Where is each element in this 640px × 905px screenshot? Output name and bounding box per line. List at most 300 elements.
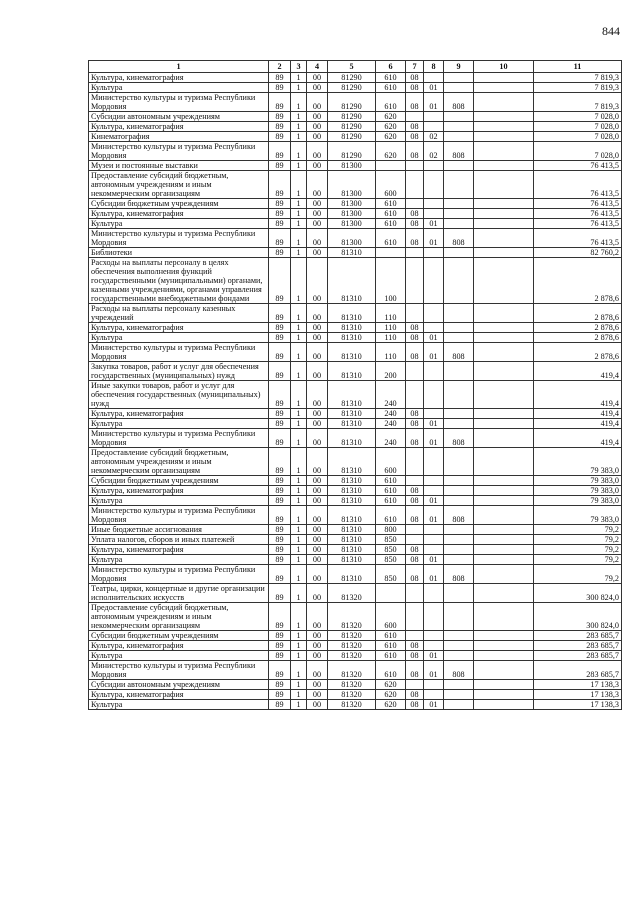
row-amount: 7 819,3	[534, 83, 622, 93]
row-amount: 7 028,0	[534, 112, 622, 122]
row-amount: 76 413,5	[534, 229, 622, 248]
row-code-cell: 81290	[328, 83, 376, 93]
row-code-cell: 89	[269, 690, 291, 700]
row-code-cell: 08	[406, 142, 424, 161]
row-code-cell	[424, 525, 444, 535]
row-code-cell: 1	[291, 603, 307, 631]
row-code-cell	[424, 603, 444, 631]
row-code-cell: 00	[307, 690, 328, 700]
row-code-cell: 1	[291, 496, 307, 506]
row-code-cell: 808	[444, 229, 474, 248]
row-code-cell: 08	[406, 661, 424, 680]
row-code-cell: 610	[376, 219, 406, 229]
row-code-cell	[474, 680, 534, 690]
table-row	[89, 631, 622, 641]
row-code-cell: 100	[376, 258, 406, 304]
row-code-cell	[474, 661, 534, 680]
row-code-cell: 808	[444, 93, 474, 112]
row-code-cell	[424, 258, 444, 304]
row-code-cell	[444, 525, 474, 535]
row-description: Культура	[89, 83, 269, 93]
row-code-cell: 08	[406, 690, 424, 700]
row-code-cell: 08	[406, 122, 424, 132]
row-code-cell: 08	[406, 229, 424, 248]
row-code-cell: 89	[269, 142, 291, 161]
row-description: Иные бюджетные ассигнования	[89, 525, 269, 535]
row-code-cell: 1	[291, 409, 307, 419]
row-code-cell: 620	[376, 690, 406, 700]
row-code-cell	[474, 122, 534, 132]
row-code-cell	[474, 476, 534, 486]
row-amount: 300 824,0	[534, 584, 622, 603]
row-description: Культура, кинематография	[89, 409, 269, 419]
row-code-cell	[376, 248, 406, 258]
row-amount: 419,4	[534, 429, 622, 448]
row-code-cell: 01	[424, 496, 444, 506]
row-code-cell: 1	[291, 229, 307, 248]
row-code-cell	[444, 631, 474, 641]
row-description: Министерство культуры и туризма Республики Мордовия	[89, 506, 269, 525]
row-amount: 7 028,0	[534, 142, 622, 161]
table-row	[89, 219, 622, 229]
row-code-cell: 00	[307, 142, 328, 161]
row-code-cell	[474, 555, 534, 565]
row-amount: 283 685,7	[534, 651, 622, 661]
row-code-cell: 1	[291, 476, 307, 486]
row-code-cell: 610	[376, 83, 406, 93]
row-code-cell: 08	[406, 409, 424, 419]
row-code-cell	[424, 631, 444, 641]
row-code-cell: 00	[307, 651, 328, 661]
row-description: Расходы на выплаты персоналу казенных учреждений	[89, 304, 269, 323]
row-code-cell: 89	[269, 661, 291, 680]
row-code-cell	[424, 535, 444, 545]
row-code-cell: 81310	[328, 525, 376, 535]
row-code-cell: 81300	[328, 209, 376, 219]
row-code-cell: 1	[291, 343, 307, 362]
row-description: Культура	[89, 333, 269, 343]
row-code-cell: 89	[269, 476, 291, 486]
row-amount: 76 413,5	[534, 199, 622, 209]
header-cell: 9	[444, 61, 474, 73]
row-amount: 79 383,0	[534, 506, 622, 525]
row-code-cell: 08	[406, 486, 424, 496]
table-row	[89, 661, 622, 680]
row-code-cell	[474, 535, 534, 545]
row-code-cell: 00	[307, 555, 328, 565]
row-amount: 2 878,6	[534, 333, 622, 343]
row-code-cell: 00	[307, 476, 328, 486]
row-amount: 79 383,0	[534, 476, 622, 486]
row-code-cell: 81320	[328, 651, 376, 661]
row-code-cell	[406, 199, 424, 209]
table-row	[89, 161, 622, 171]
row-code-cell: 1	[291, 323, 307, 333]
row-code-cell	[406, 603, 424, 631]
header-cell: 2	[269, 61, 291, 73]
row-code-cell	[474, 73, 534, 83]
row-code-cell: 808	[444, 343, 474, 362]
row-code-cell: 81320	[328, 700, 376, 710]
row-code-cell: 01	[424, 93, 444, 112]
table-row	[89, 199, 622, 209]
row-code-cell: 240	[376, 381, 406, 409]
row-code-cell	[424, 690, 444, 700]
table-row	[89, 229, 622, 248]
row-code-cell: 89	[269, 362, 291, 381]
row-code-cell: 00	[307, 199, 328, 209]
row-code-cell: 00	[307, 700, 328, 710]
row-code-cell: 89	[269, 248, 291, 258]
row-code-cell: 1	[291, 122, 307, 132]
row-code-cell: 89	[269, 419, 291, 429]
header-cell: 5	[328, 61, 376, 73]
row-code-cell	[424, 680, 444, 690]
table-row	[89, 584, 622, 603]
row-code-cell: 08	[406, 700, 424, 710]
row-code-cell: 1	[291, 651, 307, 661]
row-code-cell	[376, 584, 406, 603]
row-description: Культура, кинематография	[89, 323, 269, 333]
row-code-cell: 89	[269, 381, 291, 409]
row-code-cell: 89	[269, 631, 291, 641]
table-row	[89, 429, 622, 448]
row-code-cell: 00	[307, 680, 328, 690]
row-code-cell: 620	[376, 700, 406, 710]
row-code-cell	[474, 486, 534, 496]
row-code-cell: 110	[376, 323, 406, 333]
row-code-cell: 00	[307, 219, 328, 229]
row-code-cell: 610	[376, 631, 406, 641]
table-row	[89, 258, 622, 304]
row-amount: 419,4	[534, 362, 622, 381]
row-code-cell	[474, 381, 534, 409]
row-code-cell	[444, 603, 474, 631]
row-code-cell	[424, 486, 444, 496]
row-code-cell: 240	[376, 429, 406, 448]
row-code-cell: 00	[307, 486, 328, 496]
row-code-cell: 81310	[328, 476, 376, 486]
row-code-cell: 89	[269, 525, 291, 535]
table-row	[89, 132, 622, 142]
row-code-cell: 81300	[328, 161, 376, 171]
row-code-cell: 81320	[328, 661, 376, 680]
row-code-cell: 1	[291, 258, 307, 304]
row-amount: 17 138,3	[534, 690, 622, 700]
row-description: Культура	[89, 496, 269, 506]
header-cell: 8	[424, 61, 444, 73]
row-code-cell	[474, 545, 534, 555]
row-code-cell	[474, 641, 534, 651]
row-code-cell: 00	[307, 381, 328, 409]
row-code-cell	[424, 112, 444, 122]
row-code-cell: 08	[406, 496, 424, 506]
row-code-cell: 850	[376, 565, 406, 584]
row-code-cell: 81300	[328, 229, 376, 248]
row-code-cell: 1	[291, 565, 307, 584]
row-code-cell: 1	[291, 362, 307, 381]
row-code-cell	[474, 690, 534, 700]
row-code-cell: 89	[269, 258, 291, 304]
row-description: Библиотеки	[89, 248, 269, 258]
row-code-cell: 81310	[328, 506, 376, 525]
table-row	[89, 343, 622, 362]
row-code-cell	[444, 680, 474, 690]
row-code-cell: 00	[307, 333, 328, 343]
row-code-cell: 00	[307, 409, 328, 419]
row-code-cell	[406, 381, 424, 409]
row-code-cell: 81320	[328, 690, 376, 700]
row-code-cell: 00	[307, 304, 328, 323]
row-code-cell: 81310	[328, 419, 376, 429]
row-code-cell: 800	[376, 525, 406, 535]
row-amount: 79,2	[534, 535, 622, 545]
row-amount: 7 028,0	[534, 132, 622, 142]
row-code-cell	[424, 362, 444, 381]
row-amount: 76 413,5	[534, 171, 622, 199]
row-code-cell	[444, 381, 474, 409]
row-code-cell: 00	[307, 73, 328, 83]
row-code-cell: 00	[307, 112, 328, 122]
row-code-cell: 89	[269, 209, 291, 219]
row-description: Министерство культуры и туризма Республики Мордовия	[89, 661, 269, 680]
row-code-cell: 01	[424, 700, 444, 710]
row-code-cell: 89	[269, 333, 291, 343]
row-code-cell	[474, 409, 534, 419]
row-code-cell: 1	[291, 333, 307, 343]
header-cell: 3	[291, 61, 307, 73]
row-code-cell: 89	[269, 93, 291, 112]
row-description: Культура, кинематография	[89, 122, 269, 132]
row-code-cell: 01	[424, 506, 444, 525]
row-amount: 79 383,0	[534, 448, 622, 476]
table-row	[89, 690, 622, 700]
row-code-cell: 89	[269, 700, 291, 710]
table-row	[89, 73, 622, 83]
row-code-cell: 00	[307, 362, 328, 381]
row-code-cell	[444, 486, 474, 496]
row-description: Культура, кинематография	[89, 545, 269, 555]
row-code-cell: 00	[307, 631, 328, 641]
row-code-cell: 610	[376, 209, 406, 219]
row-code-cell	[444, 545, 474, 555]
row-code-cell: 89	[269, 584, 291, 603]
row-description: Культура, кинематография	[89, 690, 269, 700]
row-code-cell: 81310	[328, 362, 376, 381]
row-code-cell	[406, 525, 424, 535]
row-code-cell: 1	[291, 209, 307, 219]
row-code-cell: 81310	[328, 555, 376, 565]
row-code-cell	[444, 112, 474, 122]
row-code-cell	[444, 555, 474, 565]
table-row	[89, 419, 622, 429]
table-row	[89, 448, 622, 476]
table-row	[89, 304, 622, 323]
row-description: Закупка товаров, работ и услуг для обеспечения государственных (муниципальных) нужд	[89, 362, 269, 381]
row-code-cell: 89	[269, 161, 291, 171]
budget-table	[88, 60, 622, 710]
row-description: Культура	[89, 555, 269, 565]
row-code-cell: 08	[406, 506, 424, 525]
row-code-cell	[474, 419, 534, 429]
row-code-cell: 00	[307, 448, 328, 476]
row-code-cell: 610	[376, 229, 406, 248]
row-description: Предоставление субсидий бюджетным, автономным учреждениям и иным некоммерческим организациям	[89, 171, 269, 199]
row-code-cell: 610	[376, 93, 406, 112]
row-code-cell: 610	[376, 199, 406, 209]
row-code-cell: 850	[376, 535, 406, 545]
row-code-cell	[444, 161, 474, 171]
row-code-cell: 89	[269, 555, 291, 565]
row-code-cell: 81320	[328, 641, 376, 651]
row-code-cell: 610	[376, 641, 406, 651]
row-amount: 283 685,7	[534, 631, 622, 641]
table-row	[89, 409, 622, 419]
table-row	[89, 333, 622, 343]
table-row	[89, 323, 622, 333]
row-code-cell	[444, 651, 474, 661]
table-row	[89, 83, 622, 93]
row-code-cell: 1	[291, 545, 307, 555]
table-row	[89, 171, 622, 199]
row-code-cell: 08	[406, 343, 424, 362]
row-description: Музеи и постоянные выставки	[89, 161, 269, 171]
row-code-cell	[444, 419, 474, 429]
row-code-cell: 200	[376, 362, 406, 381]
row-description: Субсидии автономным учреждениям	[89, 680, 269, 690]
row-code-cell	[474, 343, 534, 362]
table-header-row	[89, 61, 622, 73]
row-description: Культура	[89, 219, 269, 229]
row-code-cell: 610	[376, 651, 406, 661]
header-cell: 4	[307, 61, 328, 73]
row-code-cell: 620	[376, 142, 406, 161]
table-row	[89, 496, 622, 506]
row-amount: 2 878,6	[534, 304, 622, 323]
row-code-cell	[444, 496, 474, 506]
row-code-cell: 89	[269, 565, 291, 584]
row-amount: 7 819,3	[534, 73, 622, 83]
row-code-cell: 600	[376, 603, 406, 631]
row-code-cell	[424, 545, 444, 555]
row-code-cell: 89	[269, 73, 291, 83]
row-code-cell	[424, 161, 444, 171]
row-description: Расходы на выплаты персоналу в целях обеспечения выполнения функций государственными (муниципальными) органами, казенными учреждениями, органами управления государственными внебюджетными фондами	[89, 258, 269, 304]
row-code-cell: 1	[291, 700, 307, 710]
row-description: Субсидии бюджетным учреждениям	[89, 476, 269, 486]
row-code-cell: 01	[424, 565, 444, 584]
row-code-cell: 610	[376, 476, 406, 486]
row-amount: 76 413,5	[534, 209, 622, 219]
row-code-cell: 81320	[328, 680, 376, 690]
row-code-cell: 81310	[328, 535, 376, 545]
row-code-cell: 620	[376, 122, 406, 132]
table-row	[89, 142, 622, 161]
row-code-cell	[444, 535, 474, 545]
table-row	[89, 362, 622, 381]
row-code-cell	[444, 641, 474, 651]
row-code-cell	[424, 584, 444, 603]
row-code-cell: 1	[291, 93, 307, 112]
row-code-cell: 08	[406, 565, 424, 584]
row-code-cell: 1	[291, 304, 307, 323]
row-code-cell	[474, 631, 534, 641]
row-code-cell	[406, 476, 424, 486]
row-code-cell: 00	[307, 661, 328, 680]
row-code-cell	[424, 641, 444, 651]
row-code-cell: 1	[291, 661, 307, 680]
row-code-cell: 81300	[328, 171, 376, 199]
row-code-cell: 81300	[328, 199, 376, 209]
row-description: Культура, кинематография	[89, 209, 269, 219]
table-body	[89, 73, 622, 710]
row-code-cell: 808	[444, 661, 474, 680]
row-code-cell: 00	[307, 323, 328, 333]
row-code-cell	[474, 229, 534, 248]
row-code-cell: 1	[291, 486, 307, 496]
header-cell: 7	[406, 61, 424, 73]
row-code-cell: 1	[291, 448, 307, 476]
row-code-cell: 00	[307, 496, 328, 506]
row-code-cell: 01	[424, 229, 444, 248]
row-code-cell: 81290	[328, 132, 376, 142]
row-code-cell	[474, 448, 534, 476]
table-row	[89, 209, 622, 219]
row-amount: 2 878,6	[534, 323, 622, 333]
row-code-cell	[424, 209, 444, 219]
row-code-cell: 01	[424, 333, 444, 343]
row-code-cell: 1	[291, 525, 307, 535]
row-code-cell: 89	[269, 545, 291, 555]
row-code-cell: 89	[269, 651, 291, 661]
row-code-cell	[424, 409, 444, 419]
row-code-cell	[474, 248, 534, 258]
row-code-cell	[444, 258, 474, 304]
row-code-cell	[444, 448, 474, 476]
row-description: Иные закупки товаров, работ и услуг для обеспечения государственных (муниципальных) нужд	[89, 381, 269, 409]
table-row	[89, 525, 622, 535]
row-code-cell: 1	[291, 73, 307, 83]
row-code-cell: 08	[406, 209, 424, 219]
row-code-cell: 00	[307, 535, 328, 545]
row-code-cell	[474, 132, 534, 142]
row-description: Предоставление субсидий бюджетным, автономным учреждениям и иным некоммерческим организациям	[89, 448, 269, 476]
row-code-cell: 610	[376, 486, 406, 496]
row-code-cell: 89	[269, 506, 291, 525]
row-code-cell	[474, 525, 534, 535]
row-code-cell: 00	[307, 419, 328, 429]
row-code-cell	[424, 73, 444, 83]
row-code-cell	[376, 161, 406, 171]
table-row	[89, 93, 622, 112]
row-code-cell	[474, 93, 534, 112]
row-code-cell: 00	[307, 248, 328, 258]
row-code-cell: 81310	[328, 486, 376, 496]
row-code-cell	[444, 248, 474, 258]
row-code-cell	[444, 122, 474, 132]
row-amount: 283 685,7	[534, 661, 622, 680]
row-code-cell: 1	[291, 555, 307, 565]
row-code-cell: 00	[307, 506, 328, 525]
row-code-cell	[406, 304, 424, 323]
row-amount: 82 760,2	[534, 248, 622, 258]
row-code-cell: 81290	[328, 112, 376, 122]
row-code-cell: 81310	[328, 258, 376, 304]
row-code-cell	[474, 429, 534, 448]
row-code-cell: 81310	[328, 565, 376, 584]
row-code-cell: 1	[291, 680, 307, 690]
row-code-cell	[424, 323, 444, 333]
